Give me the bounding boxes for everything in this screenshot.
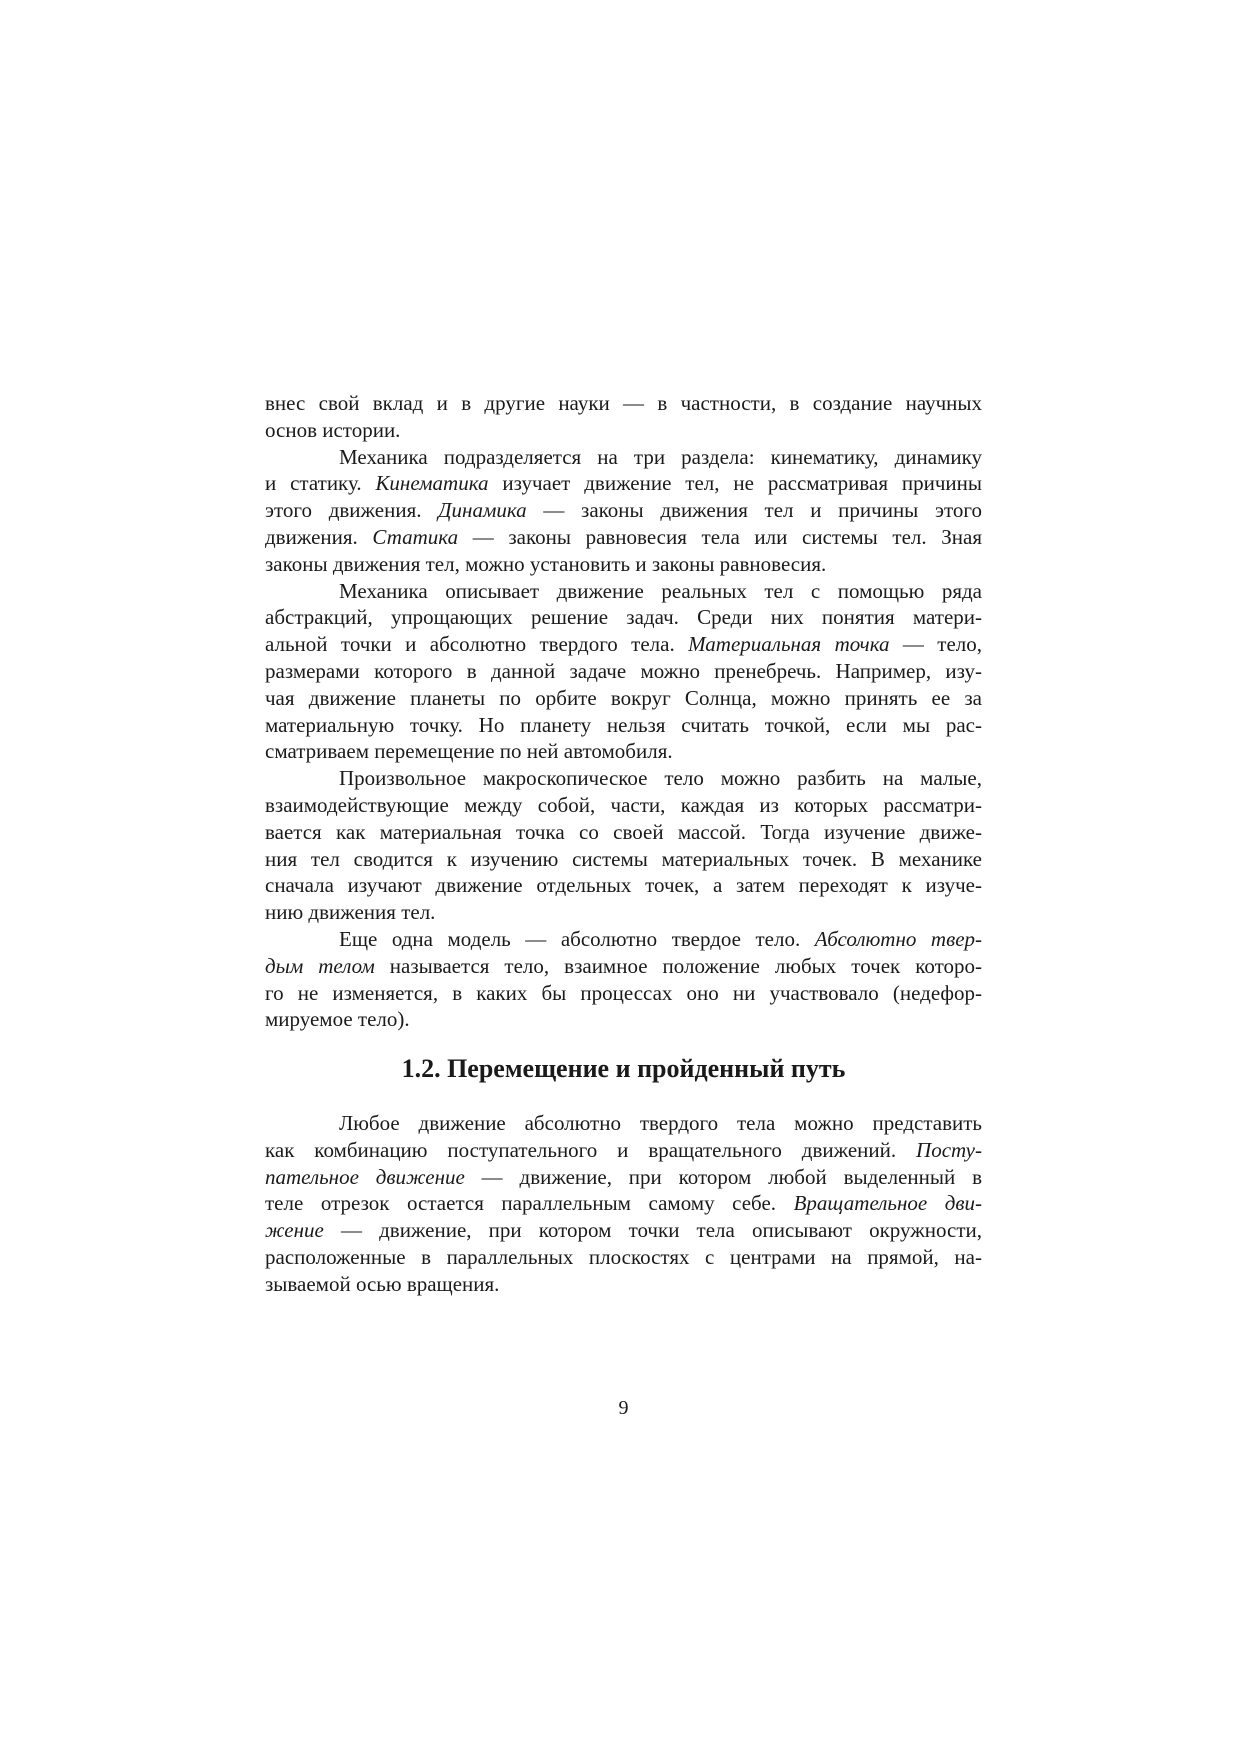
paragraph-mechanics-sections: Механика подразделяется на три раздела: кинематику, динамику <box>339 444 982 469</box>
term-material-point: Материальная точка <box>688 632 890 657</box>
text-line: движения. Статика — законы равновесия тела или системы тел. Зная <box>265 524 982 549</box>
text-line: ния тел сводится к изучению системы материальных точек. В механике <box>265 846 982 871</box>
text-line: пательное движение — движение, при котором любой выделенный в <box>265 1164 982 1189</box>
body-text-section-2 <box>265 1110 982 1298</box>
text-line: дым телом называется тело, взаимное положение любых точек которо- <box>265 953 982 978</box>
term-rotational-cont: жение <box>265 1218 324 1243</box>
term-rigid-body: Абсолютно твер- <box>814 926 982 951</box>
text-line: внес свой вклад и в другие науки — в частности, в создание научных <box>265 391 982 415</box>
text-line: законы движения тел, можно установить и законы равновесия. <box>265 551 827 576</box>
section-heading: 1.2. Перемещение и пройденный путь <box>401 1054 846 1083</box>
text-line: альной точки и абсолютно твердого тела. Материальная точка — тело, <box>265 632 982 657</box>
text-line: абстракций, упрощающих решение задач. Среди них понятия матери- <box>265 605 982 630</box>
text-line: материальную точку. Но планету нельзя считать точкой, если мы рас- <box>265 712 982 737</box>
text-line: сматриваем перемещение по ней автомобиля. <box>265 739 673 764</box>
text-line: размерами которого в данной задаче можно пренебречь. Например, изу- <box>265 658 982 683</box>
text-line: го не изменяется, в каких бы процессах оно ни участвовало (недефор- <box>265 980 982 1005</box>
text-line: взаимодействующие между собой, части, каждая из которых рассматри- <box>265 792 982 817</box>
text-line: вается как материальная точка со своей массой. Тогда изучение движе- <box>265 819 982 844</box>
paragraph-abstractions: Механика описывает движение реальных тел с помощью ряда <box>339 578 982 603</box>
term-kinematics: Кинематика <box>375 471 489 496</box>
text-line: жение — движение, при котором точки тела описывают окружности, <box>265 1218 982 1243</box>
paragraph-rigid-body: Еще одна модель — абсолютно твердое тело. Абсолютно твер- <box>339 926 982 951</box>
text-line: теле отрезок остается параллельным самому себе. Вращательное дви- <box>265 1191 982 1216</box>
text-line: зываемой осью вращения. <box>265 1271 500 1296</box>
text-line: этого движения. Динамика — законы движения тел и причины этого <box>265 498 982 523</box>
text-line: нию движения тел. <box>265 900 436 925</box>
text-line: расположенные в параллельных плоскостях с центрами на прямой, на- <box>265 1244 982 1269</box>
term-rigid-body-cont: дым телом <box>265 953 375 978</box>
paragraph-macroscopic-body: Произвольное макроскопическое тело можно разбить на малые, <box>339 766 982 791</box>
term-statics: Статика <box>372 524 459 549</box>
term-dynamics: Динамика <box>438 498 527 523</box>
text-line: как комбинацию поступательного и вращательного движений. Посту- <box>265 1137 982 1162</box>
term-translational: Посту- <box>916 1137 982 1162</box>
body-text-section-1 <box>265 390 982 1033</box>
term-translational-cont: пательное движение <box>265 1164 465 1189</box>
term-rotational: Вращательное дви- <box>793 1191 982 1216</box>
text-line: чая движение планеты по орбите вокруг Солнца, можно принять ее за <box>265 685 982 710</box>
text-line: мируемое тело). <box>265 1007 410 1032</box>
text-line: основ истории. <box>265 417 401 442</box>
text-line: и статику. Кинематика изучает движение тел, не рассматривая причины <box>265 471 982 496</box>
text-line: сначала изучают движение отдельных точек, а затем переходят к изуче- <box>265 873 982 898</box>
page-number: 9 <box>618 1397 629 1419</box>
paragraph-motion-types: Любое движение абсолютно твердого тела можно представить <box>339 1111 982 1135</box>
